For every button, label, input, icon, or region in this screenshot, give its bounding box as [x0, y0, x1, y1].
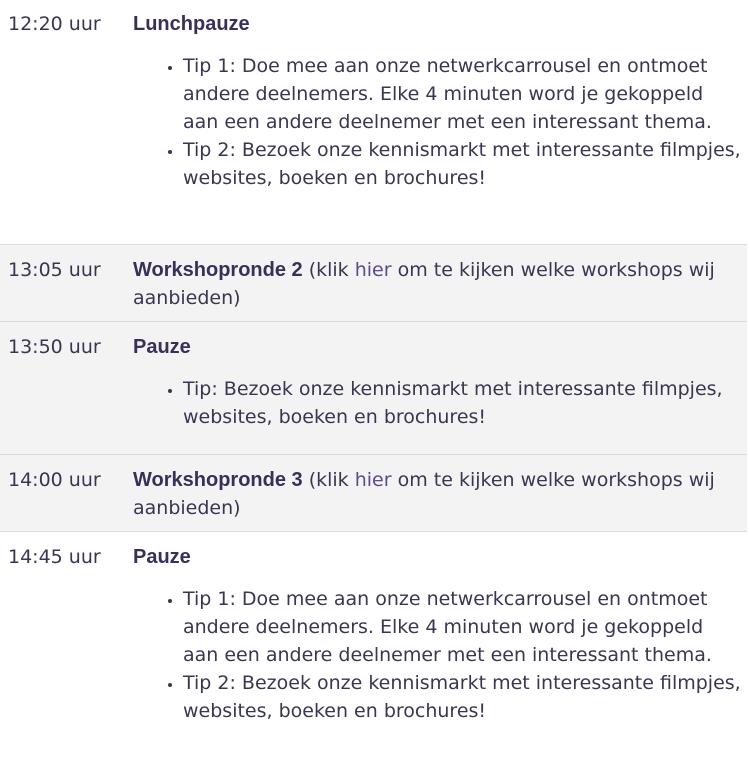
- workshops-link[interactable]: hier: [354, 259, 392, 281]
- schedule-row-pauze: [0, 322, 747, 455]
- session-title: Lunchpauze: [133, 13, 250, 35]
- schedule-row-pauze: [0, 532, 747, 772]
- schedule-row-lunchpauze: [0, 0, 747, 245]
- workshops-link[interactable]: hier: [354, 469, 392, 491]
- tips-list: [133, 375, 741, 431]
- tips-list: [133, 52, 741, 192]
- session-title: Pauze: [133, 546, 191, 568]
- session-time: 13:05 uur: [8, 259, 101, 281]
- session-description: (klik: [308, 259, 355, 281]
- tip-item: • Tip 2: Bezoek onze kennismarkt met interessante filmpjes, websites, boeken en brochures!: [183, 669, 741, 725]
- schedule-row-workshopronde-3: [0, 455, 747, 532]
- tip-item: • Tip 1: Doe mee aan onze netwerkcarrousel en ontmoet andere deelnemers. Elke 4 minuten word je gekoppeld aan een andere deelnemer met een interessant thema.: [183, 585, 741, 669]
- session-title: Workshopronde 2: [133, 259, 303, 281]
- session-time: 14:00 uur: [8, 469, 101, 491]
- tips-list: [133, 585, 741, 725]
- schedule-row-workshopronde-2: [0, 245, 747, 322]
- session-content: [133, 10, 747, 244]
- session-content: [133, 543, 747, 772]
- session-title: Workshopronde 3: [133, 469, 303, 491]
- session-time: 14:45 uur: [8, 546, 101, 568]
- session-description: om te kijken welke workshops wij aanbieden): [133, 469, 715, 519]
- session-content: [133, 256, 747, 321]
- session-title: Pauze: [133, 336, 191, 358]
- session-content: [133, 333, 747, 454]
- tip-item: • Tip: Bezoek onze kennismarkt met interessante filmpjes, websites, boeken en brochures!: [183, 375, 741, 431]
- tip-item: • Tip 1: Doe mee aan onze netwerkcarrousel en ontmoet andere deelnemers. Elke 4 minuten word je gekoppeld aan een andere deelnemer met een interessant thema.: [183, 52, 741, 136]
- session-description: om te kijken welke workshops wij aanbieden): [133, 259, 715, 309]
- session-description: (klik: [308, 469, 355, 491]
- tip-item: • Tip 2: Bezoek onze kennismarkt met interessante filmpjes, websites, boeken en brochures!: [183, 136, 741, 192]
- session-content: [133, 466, 747, 531]
- session-time: 12:20 uur: [8, 13, 101, 35]
- session-time: 13:50 uur: [8, 336, 101, 358]
